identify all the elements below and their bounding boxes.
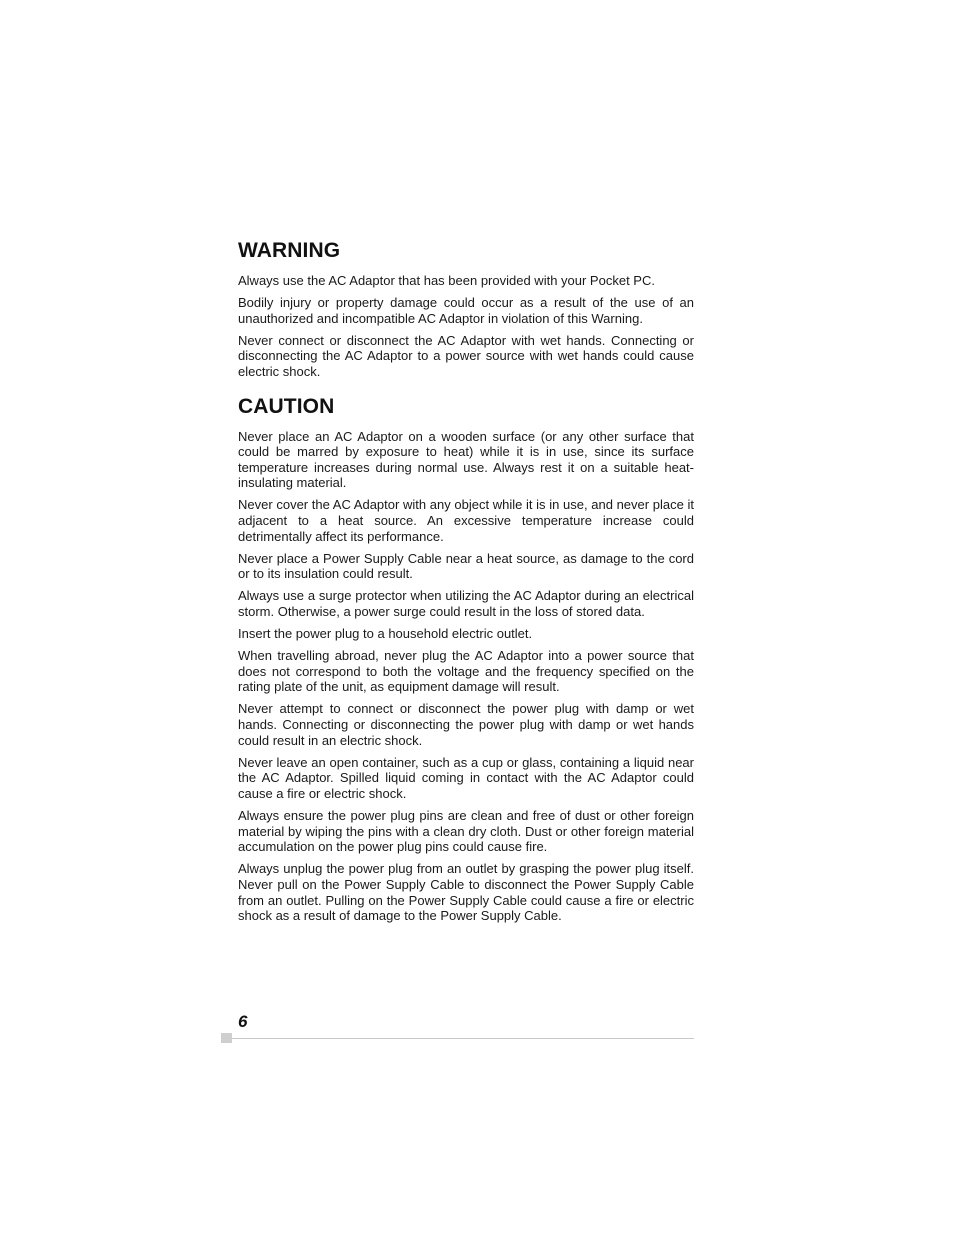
caution-paragraph: Never place an AC Adaptor on a wooden surface (or any other surface that could be marred by exposure to heat) while it is in use, since its surface temperature increases during normal use. Always rest it on a suitable heat-insulating material.	[238, 428, 694, 491]
caution-paragraph: When travelling abroad, never plug the AC Adaptor into a power source that does not correspond to both the voltage and the frequency specified on the rating plate of the unit, as equipment damage will result.	[238, 648, 694, 695]
caution-paragraph: Insert the power plug to a household electric outlet.	[238, 626, 533, 642]
footer-divider	[232, 1038, 694, 1039]
page-number: 6	[238, 1012, 248, 1031]
caution-heading: CAUTION	[238, 394, 335, 418]
warning-paragraph: Never connect or disconnect the AC Adaptor with wet hands. Connecting or disconnecting the AC Adaptor to a power source with wet hands could cause electric shock.	[238, 332, 694, 379]
warning-paragraph: Always use the AC Adaptor that has been provided with your Pocket PC.	[238, 273, 655, 288]
warning-heading: WARNING	[238, 239, 341, 262]
footer-marker	[221, 1033, 232, 1043]
caution-paragraph: Never leave an open container, such as a cup or glass, containing a liquid near the AC Adaptor. Spilled liquid coming in contact with the AC Adaptor could cause a fire or electric shock.	[238, 754, 694, 801]
caution-paragraph: Always unplug the power plug from an outlet by grasping the power plug itself. Never pull on the Power Supply Cable to disconnect the Power Supply Cable from an outlet. Pulling on the Power Supply Cable could cause a fire or electric shock as a result of damage to the Power Supply Cable.	[238, 861, 694, 924]
caution-paragraph: Never cover the AC Adaptor with any object while it is in use, and never place it adjacent to a heat source. An excessive temperature increase could detrimentally affect its performance.	[238, 497, 694, 544]
caution-paragraph: Never place a Power Supply Cable near a heat source, as damage to the cord or to its insulation could result.	[238, 550, 694, 582]
warning-paragraph: Bodily injury or property damage could occur as a result of the use of an unauthorized and incompatible AC Adaptor in violation of this Warning.	[238, 295, 694, 326]
caution-paragraph: Never attempt to connect or disconnect the power plug with damp or wet hands. Connecting or disconnecting the power plug with damp or wet hands could result in an electric shock.	[238, 701, 694, 748]
caution-paragraph: Always ensure the power plug pins are clean and free of dust or other foreign material by wiping the pins with a clean dry cloth. Dust or other foreign material accumulation on the power plug pins could cause fire.	[238, 808, 694, 855]
page-content	[238, 238, 694, 930]
caution-paragraph: Always use a surge protector when utilizing the AC Adaptor during an electrical storm. Otherwise, a power surge could result in the loss of stored data.	[238, 588, 694, 619]
